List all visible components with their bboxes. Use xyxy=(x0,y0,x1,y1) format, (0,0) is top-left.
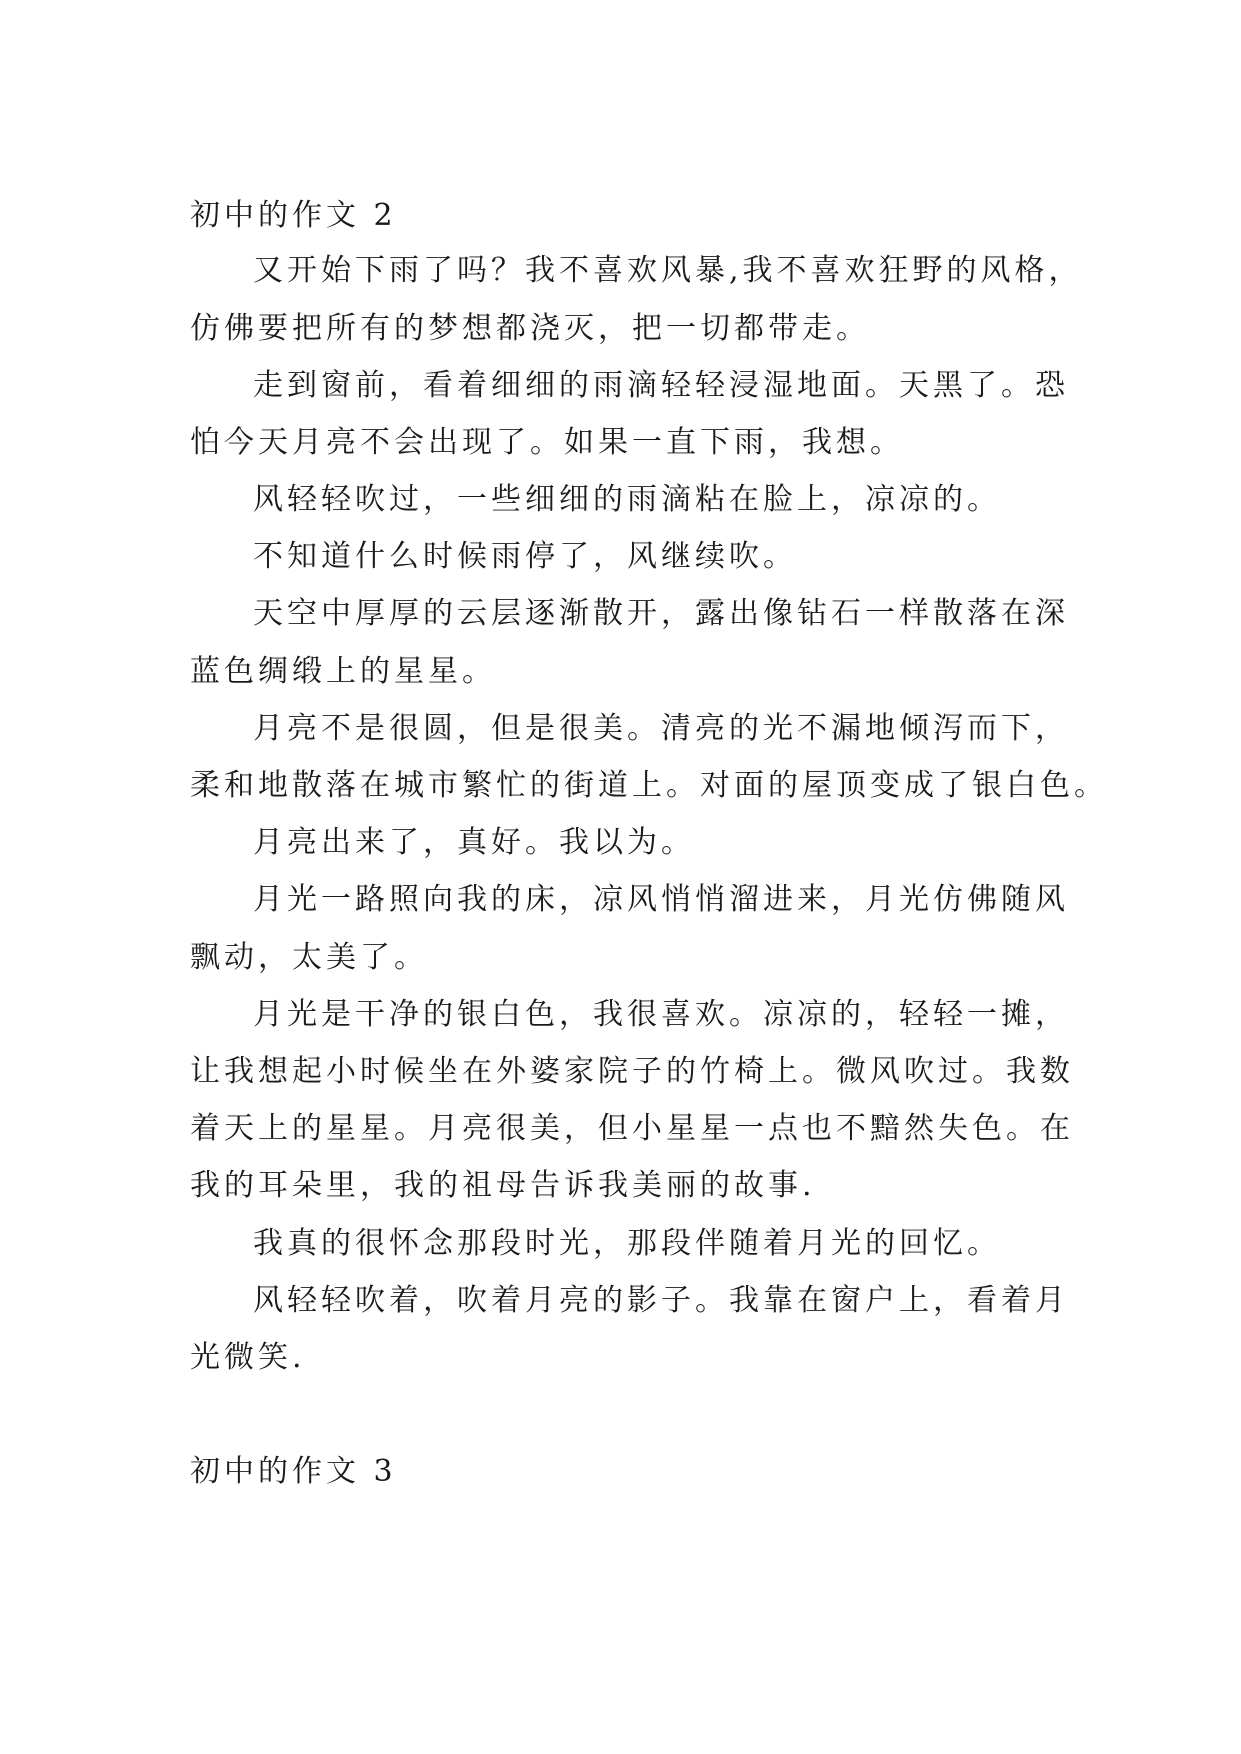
text-line: 天空中厚厚的云层逐渐散开，露出像钻石一样散落在深 xyxy=(253,596,1069,631)
text-line: 着天上的星星。月亮很美，但小星星一点也不黯然失色。在 xyxy=(190,1111,1074,1146)
text-line: 月亮不是很圆，但是很美。清亮的光不漏地倾泻而下， xyxy=(253,711,1069,746)
text-line: 走到窗前，看着细细的雨滴轻轻浸湿地面。天黑了。恐 xyxy=(253,368,1069,403)
section-heading: 初中的作文 2 xyxy=(190,198,397,233)
section-heading: 初中的作文 3 xyxy=(190,1454,397,1489)
text-line: 不知道什么时候雨停了，风继续吹。 xyxy=(253,539,797,574)
text-line: 风轻轻吹过，一些细细的雨滴粘在脸上，凉凉的。 xyxy=(253,482,1001,517)
text-line: 飘动，太美了。 xyxy=(190,940,428,975)
text-line: 蓝色绸缎上的星星。 xyxy=(190,654,496,689)
text-line: 月亮出来了，真好。我以为。 xyxy=(253,825,695,860)
text-line: 月光是干净的银白色，我很喜欢。凉凉的，轻轻一摊， xyxy=(253,997,1069,1032)
text-line: 光微笑. xyxy=(190,1340,306,1375)
text-line: 风轻轻吹着，吹着月亮的影子。我靠在窗户上，看着月 xyxy=(253,1283,1069,1318)
text-line: 让我想起小时候坐在外婆家院子的竹椅上。微风吹过。我数 xyxy=(190,1054,1074,1089)
text-line: 月光一路照向我的床，凉风悄悄溜进来，月光仿佛随风 xyxy=(253,882,1069,917)
text-line: 柔和地散落在城市繁忙的街道上。对面的屋顶变成了银白色。 xyxy=(190,768,1108,803)
text-line: 怕今天月亮不会出现了。如果一直下雨，我想。 xyxy=(190,425,904,460)
text-line: 又开始下雨了吗？我不喜欢风暴,我不喜欢狂野的风格， xyxy=(253,253,1083,288)
text-line: 仿佛要把所有的梦想都浇灭，把一切都带走。 xyxy=(190,311,870,346)
text-line: 我的耳朵里，我的祖母告诉我美丽的故事. xyxy=(190,1168,816,1203)
text-line: 我真的很怀念那段时光，那段伴随着月光的回忆。 xyxy=(253,1226,1001,1261)
